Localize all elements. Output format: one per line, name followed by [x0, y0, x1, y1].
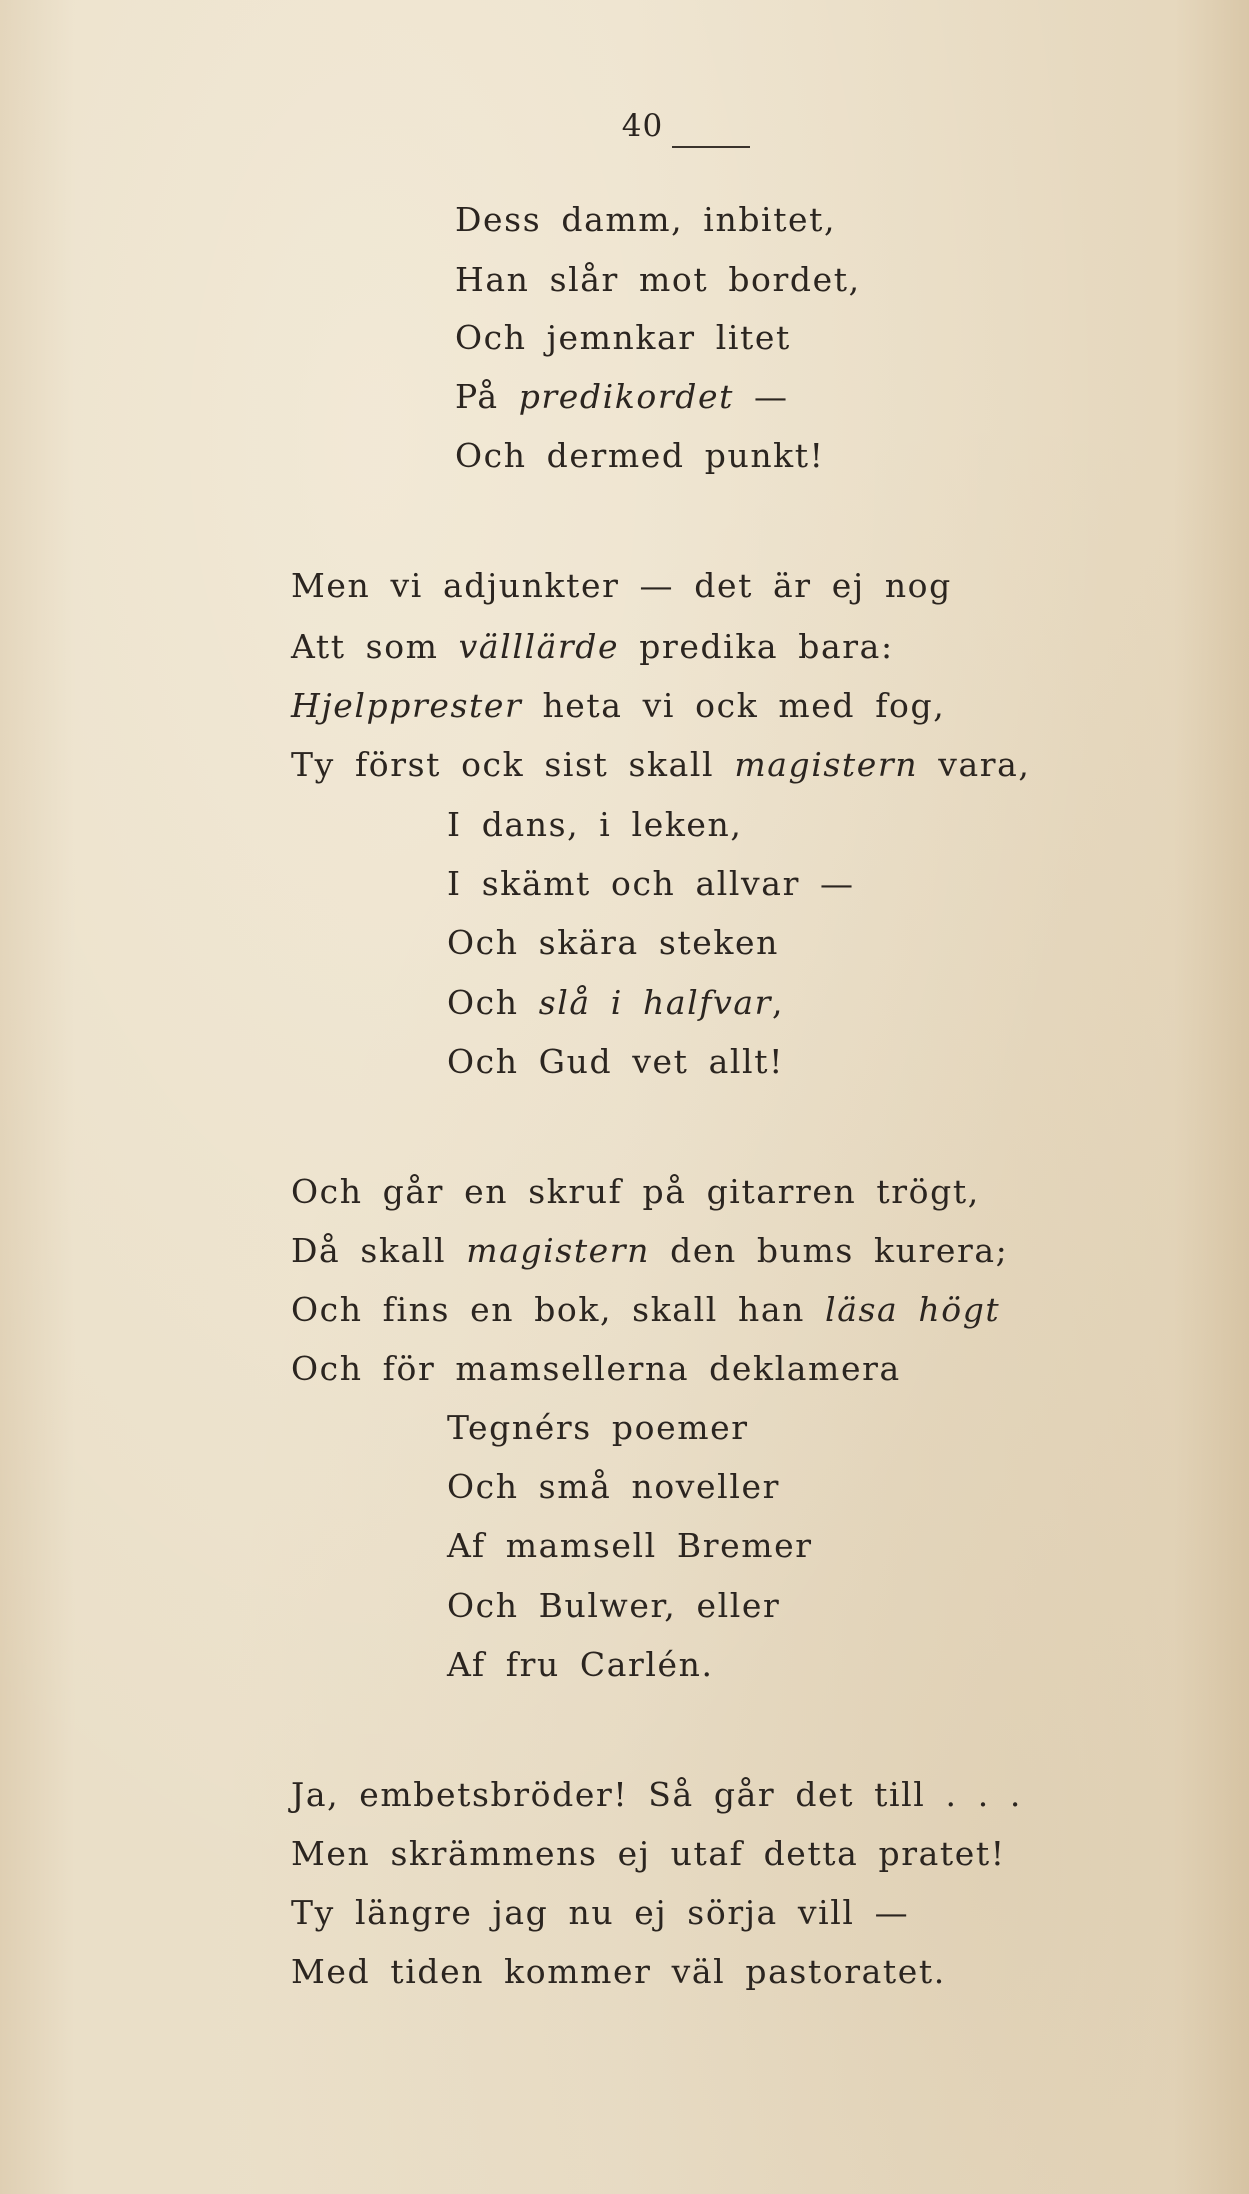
text: Och för mamsellerna deklamera	[291, 1349, 901, 1388]
poem-line	[291, 1952, 946, 1992]
poem-line	[291, 1231, 1008, 1271]
text: Men vi adjunkter — det är ej nog	[291, 566, 952, 605]
italic-text: magistern	[734, 745, 919, 784]
poem-line	[291, 745, 1030, 785]
text: Dess damm, inbitet,	[455, 200, 837, 239]
text: Och	[447, 983, 539, 1022]
poem-line	[447, 1042, 784, 1082]
page-number: 40	[621, 108, 664, 144]
poem-line	[447, 1408, 749, 1448]
poem-line	[291, 1893, 909, 1933]
text: —	[733, 377, 789, 416]
poem-line	[291, 1349, 901, 1389]
poem-line	[447, 864, 855, 904]
poem-line	[291, 566, 952, 606]
text: vara,	[918, 745, 1031, 784]
poem-line	[455, 200, 836, 240]
italic-text: magistern	[466, 1231, 651, 1270]
poem-line	[455, 260, 861, 300]
text: Ty först ock sist skall	[291, 745, 735, 784]
poem-line	[447, 805, 743, 845]
italic-text: predikordet	[518, 377, 734, 416]
poem-line	[291, 1290, 1000, 1330]
text: Med tiden kommer väl pastoratet.	[291, 1952, 946, 1991]
poem-line	[447, 1526, 813, 1566]
poem-line	[455, 377, 789, 417]
poem-line	[447, 983, 784, 1023]
text: Och Bulwer, eller	[447, 1586, 781, 1625]
text: Af mamsell Bremer	[447, 1526, 813, 1565]
text: På	[455, 377, 519, 416]
poem-line	[447, 1645, 714, 1685]
text: Men skrämmens ej utaf detta pratet!	[291, 1834, 1006, 1873]
text: Att som	[291, 627, 459, 666]
text: heta vi ock med fog,	[522, 686, 946, 725]
text: Tegnérs poemer	[447, 1408, 749, 1447]
italic-text: välllärde	[458, 627, 620, 666]
poem-line	[291, 686, 945, 726]
text: Ja, embetsbröder! Så går det till . . .	[291, 1775, 1023, 1814]
poem-line	[447, 1586, 780, 1626]
poem-line	[291, 1172, 980, 1212]
text: den bums kurera;	[650, 1231, 1009, 1270]
italic-text: slå i halfvar	[538, 983, 772, 1022]
text: I skämt och allvar —	[447, 864, 855, 903]
text: Och Gud vet allt!	[447, 1042, 784, 1081]
italic-text: Hjelpprester	[291, 686, 523, 725]
poem-line	[447, 1467, 780, 1507]
page-number-rule	[672, 146, 750, 148]
text: Och jemnkar litet	[455, 318, 791, 357]
poem-line	[291, 1775, 1022, 1815]
text: Och små noveller	[447, 1467, 780, 1506]
text: Och går en skruf på gitarren trögt,	[291, 1172, 980, 1211]
text: Då skall	[291, 1231, 467, 1270]
poem-line	[447, 923, 779, 963]
text: I dans, i leken,	[447, 805, 743, 844]
text: Ty längre jag nu ej sörja vill —	[291, 1893, 910, 1932]
text: ,	[771, 983, 785, 1022]
italic-text: läsa högt	[825, 1290, 1001, 1329]
text: predika bara:	[619, 627, 894, 666]
text: Och fins en bok, skall han	[291, 1290, 826, 1329]
text: Han slår mot bordet,	[455, 260, 861, 299]
text: Och skära steken	[447, 923, 779, 962]
poem-line	[455, 318, 791, 358]
text: Af fru Carlén.	[447, 1645, 714, 1684]
text: Och dermed punkt!	[455, 436, 825, 475]
poem-line	[291, 1834, 1006, 1874]
poem-line	[291, 627, 894, 667]
poem-line	[455, 436, 825, 476]
